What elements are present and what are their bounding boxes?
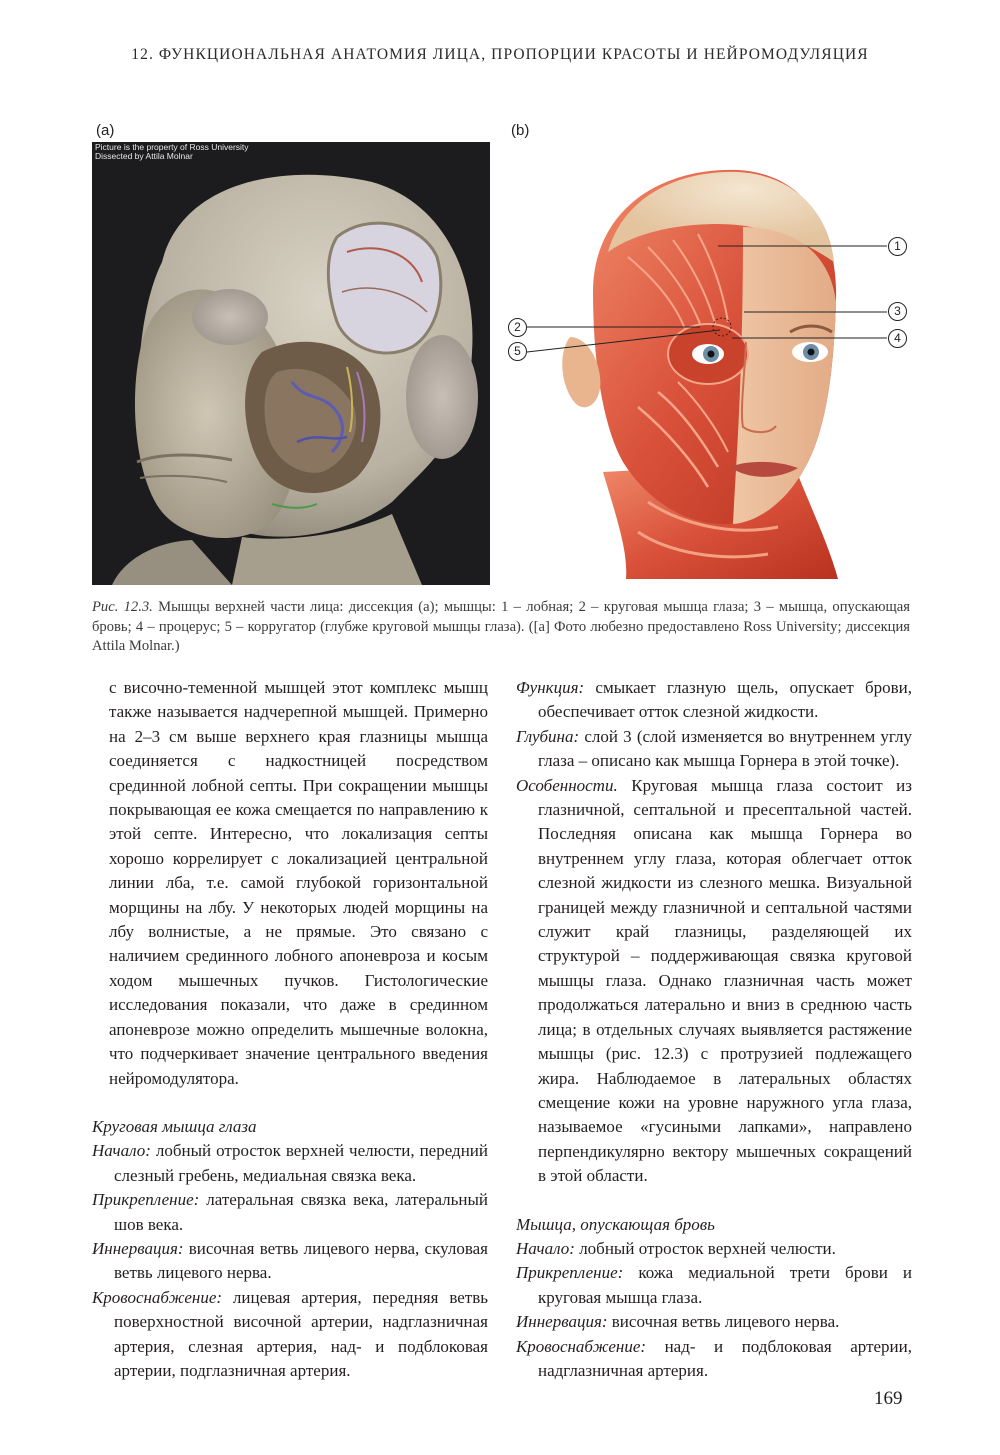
figure-caption (92, 598, 910, 657)
panel-b-label: (b) (511, 122, 530, 139)
entry-innervation: Иннервация: височная ветвь лицевого нерва, скуловая ветвь лицевого нерва. (92, 1238, 488, 1283)
dissection-illustration (92, 142, 490, 585)
entry-depressor-innervation: Иннервация: височная ветвь лицевого нерва. (516, 1312, 840, 1332)
section-title-depressor: Мышца, опускающая бровь (516, 1214, 715, 1234)
muscle-illustration (508, 142, 918, 579)
section-title-orbicularis: Круговая мышца глаза (92, 1116, 257, 1136)
photo-credit-line-2: Dissected by Attila Molnar (95, 151, 193, 161)
entry-origin: Начало: лобный отросток верхней челюсти, передний слезный гребень, медиальная связка века. (92, 1141, 488, 1185)
entry-depressor-blood-supply: Кровоснабжение: над- и подблоковая артерии, надглазничная артерия. (516, 1336, 912, 1380)
photo-credit-line-1: Picture is the property of Ross University (95, 142, 249, 152)
entry-depth: Глубина: слой 3 (слой изменяется во внутреннем углу глаза – описано как мышца Горнера в этой точке). (516, 726, 912, 771)
caption-text: Мышцы верхней части лица: диссекция (a); мышцы: 1 – лобная; 2 – круговая мышца глаза; 3 – мышца, опускающая бровь; 4 – процерус; 5 – корругатор (глубже круговой мышцы глаза). ([a] Фото любезно предоставлено Ross University; диссекция Attila Molnar.) (92, 599, 910, 655)
entry-blood-supply: Кровоснабжение: лицевая артерия, передняя ветвь поверхностной височной артерии, надглазничная артерия, слезная артерия, над- и подблоковая артерии, подглазничная артерия. (92, 1287, 488, 1380)
right-column (516, 676, 912, 1383)
callout-5: 5 (508, 342, 527, 361)
callout-3: 3 (888, 302, 907, 321)
entry-function: Функция: смыкает глазную щель, опускает брови, обеспечивает отток слезной жидкости. (516, 678, 912, 722)
body-paragraph: с височно-теменной мышцей этот комплекс мышц также называется надчерепной мышцей. Примерно на 2–3 см выше верхнего края глазницы мышца соединяется с надкостницей посредством срединной лобной септы. При сокращении мышцы покрывающая ее кожа смещается по направлению к этой септе. Интересно, что локализация септы хорошо коррелирует с локализацией центральной линии лба, т.е. самой глубокой горизонтальной морщины на лбу. У некоторых людей морщины на лбу волнистые, а не прямые. Это связано с наличием срединного лобного апоневроза и косым ходом мышечных пучков. Гистологические исследования показали, что даже в срединном апоневрозе можно определить мышечные волокна, что подчеркивает значение центрального введения нейромодулятора. (109, 678, 488, 1088)
running-head: 12. ФУНКЦИОНАЛЬНАЯ АНАТОМИЯ ЛИЦА, ПРОПОРЦИИ КРАСОТЫ И НЕЙРОМОДУЛЯЦИЯ (131, 46, 869, 63)
entry-depressor-insertion: Прикрепление: кожа медиальной трети брови и круговая мышца глаза. (516, 1263, 912, 1307)
page-number: 169 (874, 1388, 903, 1409)
dissection-photo (92, 142, 490, 585)
left-column (92, 676, 488, 1383)
caption-label: Рис. 12.3. (92, 599, 153, 615)
callout-4: 4 (888, 329, 907, 348)
entry-insertion: Прикрепление: латеральная связка века, латеральный шов века. (92, 1190, 488, 1234)
entry-depressor-origin: Начало: лобный отросток верхней челюсти. (516, 1238, 836, 1258)
face-muscles-drawing (508, 142, 918, 579)
panel-a-label: (a) (96, 122, 115, 139)
callout-1: 1 (888, 237, 907, 256)
entry-features: Особенности. Круговая мышца глаза состоит из глазничной, септальной и пресептальной частей. Последняя описана как мышца Горнера во внутреннем углу глаза, которая облегчает отток слезной жидкости из слезного мешка. Визуальной границей между глазничной и септальной частями служит край глазницы, разделяющей их структурой – поддерживающая связка круговой мышцы глаза. Однако глазничная часть может продолжаться латерально и вниз в среднюю часть лица; в отдельных случаях выявляется растяжение мышцы (рис. 12.3) с протрузией подлежащего жира. Наблюдаемое в латеральных областях смещение кожи на уровне наружного угла глаза, называемое «гусиными лапками», направлено перпендикулярно вектору мышечных сокращений в этой области. (516, 775, 912, 1186)
callout-2: 2 (508, 318, 527, 337)
